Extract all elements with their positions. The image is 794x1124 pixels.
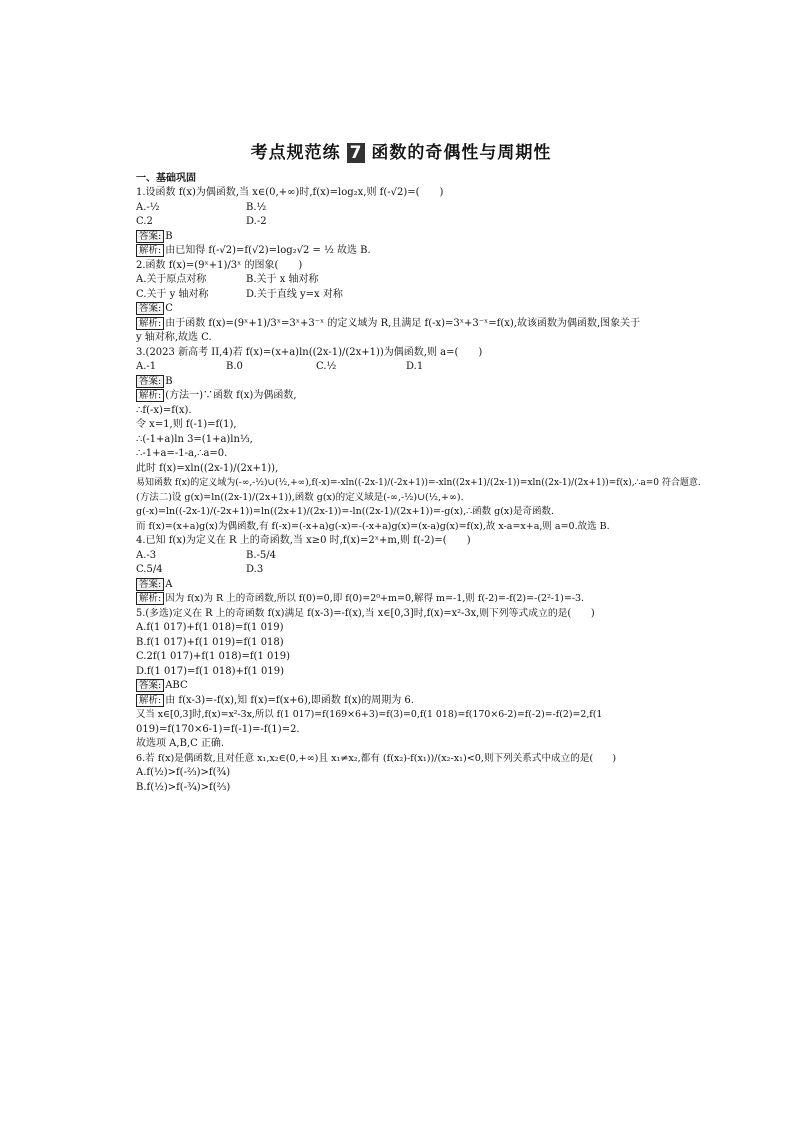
analysis-text: 因为 f(x)为 R 上的奇函数,所以 f(0)=0,即 f(0)=2⁰+m=0,解得 m=-1,则 f(-2)=-f(2)=-(2²-1)=-3. (165, 593, 585, 604)
analysis-line (136, 389, 666, 404)
page-title (136, 138, 666, 163)
question-4 (136, 534, 666, 607)
analysis-text: 由 f(x-3)=-f(x),知 f(x)=f(x+6),即函数 f(x)的周期为 6. (165, 694, 414, 706)
option-c: C.2f(1 017)+f(1 018)=f(1 019) (136, 651, 290, 662)
analysis-line: ∴-1+a=-1-a,∴a=0. (136, 448, 228, 459)
answer-line (136, 375, 666, 390)
question-stem: 2.函数 f(x)=(9ˣ+1)/3ˣ 的图象( ) (136, 259, 303, 271)
answer-value: B (165, 230, 173, 242)
analysis-line (136, 694, 666, 709)
option-c: C.½ (316, 361, 337, 372)
option-c: C.5/4 (136, 564, 163, 575)
option-a: A.-1 (136, 361, 157, 372)
analysis-text: (方法一)∵函数 f(x)为偶函数, (165, 390, 297, 401)
option-b: B.-5/4 (246, 549, 276, 561)
options-row (136, 288, 666, 303)
analysis-tag: 解析: (136, 317, 164, 330)
question-2 (136, 259, 666, 346)
answer-value: C (165, 303, 173, 314)
answer-tag: 答案: (136, 375, 164, 388)
analysis-line (136, 244, 666, 259)
answer-value: A (165, 578, 173, 590)
option-a: A.f(½)>f(-⅔)>f(¾) (136, 767, 231, 778)
answer-value: ABC (165, 680, 188, 691)
answer-line (136, 230, 666, 245)
question-stem: 3.(2023 新高考 II,4)若 f(x)=(x+a)ln((2x-1)/(2x+1))为偶函数,则 a=( ) (136, 346, 483, 358)
option-d: D.f(1 017)=f(1 018)+f(1 019) (136, 665, 284, 677)
analysis-line: (方法二)设 g(x)=ln((2x-1)/(2x+1)),函数 g(x)的定义域是(-∞,-½)∪(½,+∞). (136, 491, 464, 503)
title-prefix: 考点规范练 (250, 143, 341, 163)
analysis-line: 019)=f(170×6-1)=f(-1)=-f(1)=2. (136, 723, 300, 735)
option-d: D.关于直线 y=x 对称 (246, 288, 343, 300)
options-row (136, 215, 666, 230)
analysis-line: 又当 x∈[0,3]时,f(x)=x²-3x,所以 f(1 017)=f(169×6+3)=f(3)=0,f(1 018)=f(170×6-2)=f(-2)=-f(2)=2,f(1 (136, 709, 603, 720)
answer-line (136, 679, 666, 694)
analysis-line: y 轴对称,故选 C. (136, 332, 212, 343)
option-d: D.1 (406, 361, 424, 372)
option-b: B.½ (246, 201, 267, 213)
analysis-line: 故选项 A,B,C 正确. (136, 738, 225, 749)
analysis-line: 易知函数 f(x)的定义域为(-∞,-½)∪(½,+∞),f(-x)=-xln((-2x-1)/(-2x+1))=-xln((2x+1)/(2x-1))=xln((2x-1)/(2x+1))=f(x),∴a=0 符合题意. (136, 478, 701, 488)
analysis-tag: 解析: (136, 389, 164, 402)
document-page (136, 138, 701, 795)
options-row (136, 201, 666, 216)
analysis-text: 由于函数 f(x)=(9ˣ+1)/3ˣ=3ˣ+3⁻ˣ 的定义域为 R,且满足 f(-x)=3ˣ+3⁻ˣ=f(x),故该函数为偶函数,图象关于 (165, 317, 641, 329)
option-c: C.2 (136, 216, 153, 227)
option-d: D.-2 (246, 216, 267, 227)
section-heading: 一、基础巩固 (136, 173, 196, 184)
option-a: A.关于原点对称 (136, 274, 207, 285)
option-b: B.0 (226, 361, 243, 372)
answer-line (136, 302, 666, 317)
question-stem: 1.设函数 f(x)为偶函数,当 x∈(0,+∞)时,f(x)=log₂x,则 f(-√2)=( ) (136, 187, 444, 198)
analysis-tag: 解析: (136, 694, 164, 707)
answer-tag: 答案: (136, 679, 164, 692)
analysis-line (136, 317, 666, 332)
analysis-line (136, 592, 666, 607)
question-stem: 6.若 f(x)是偶函数,且对任意 x₁,x₂∈(0,+∞)且 x₁≠x₂,都有 (f(x₂)-f(x₁))/(x₂-x₁)<0,则下列关系式中成立的是( ) (136, 752, 617, 764)
analysis-line: 令 x=1,则 f(-1)=f(1), (136, 419, 237, 430)
analysis-line: g(-x)=ln((-2x-1)/(-2x+1))=ln((2x+1)/(2x-1))=-ln((2x-1)/(2x+1))=-g(x),∴函数 g(x)是奇函数. (136, 506, 555, 517)
question-stem: 4.已知 f(x)为定义在 R 上的奇函数,当 x≥0 时,f(x)=2ˣ+m,则 f(-2)=( ) (136, 535, 471, 546)
option-a: A.-½ (136, 201, 160, 213)
answer-line (136, 578, 666, 593)
analysis-line: ∴(-1+a)ln 3=(1+a)ln⅓, (136, 433, 253, 445)
title-number: 7 (347, 143, 366, 163)
option-b: B.关于 x 轴对称 (246, 274, 319, 285)
analysis-line: 此时 f(x)=xln((2x-1)/(2x+1)), (136, 462, 279, 474)
options-row (136, 360, 666, 375)
title-suffix: 函数的奇偶性与周期性 (371, 143, 552, 163)
answer-tag: 答案: (136, 302, 164, 315)
question-3 (136, 346, 701, 535)
analysis-line: ∴f(-x)=f(x). (136, 404, 192, 416)
answer-tag: 答案: (136, 230, 164, 243)
option-a: A.-3 (136, 549, 157, 561)
option-a: A.f(1 017)+f(1 018)=f(1 019) (136, 622, 284, 633)
options-row (136, 273, 666, 288)
analysis-text: 由已知得 f(-√2)=f(√2)=log₂√2 = ½ 故选 B. (165, 245, 371, 256)
option-b: B.f(½)>f(-¾)>f(⅔) (136, 781, 231, 793)
options-row (136, 549, 666, 564)
question-stem: 5.(多选)定义在 R 上的奇函数 f(x)满足 f(x-3)=-f(x),当 x∈[0,3]时,f(x)=x²-3x,则下列等式成立的是( ) (136, 607, 595, 619)
options-row (136, 563, 666, 578)
option-d: D.3 (246, 564, 264, 575)
analysis-tag: 解析: (136, 592, 164, 605)
option-c: C.关于 y 轴对称 (136, 288, 209, 300)
question-5 (136, 607, 666, 752)
answer-tag: 答案: (136, 578, 164, 591)
question-1 (136, 186, 666, 259)
analysis-tag: 解析: (136, 244, 164, 257)
question-6 (136, 752, 666, 796)
answer-value: B (165, 375, 173, 387)
option-b: B.f(1 017)+f(1 019)=f(1 018) (136, 636, 284, 648)
analysis-line: 而 f(x)=(x+a)g(x)为偶函数,有 f(-x)=(-x+a)g(-x)=-(-x+a)g(x)=(x-a)g(x)=f(x),故 x-a=x+a,则 a=0.故选 B. (136, 520, 610, 532)
